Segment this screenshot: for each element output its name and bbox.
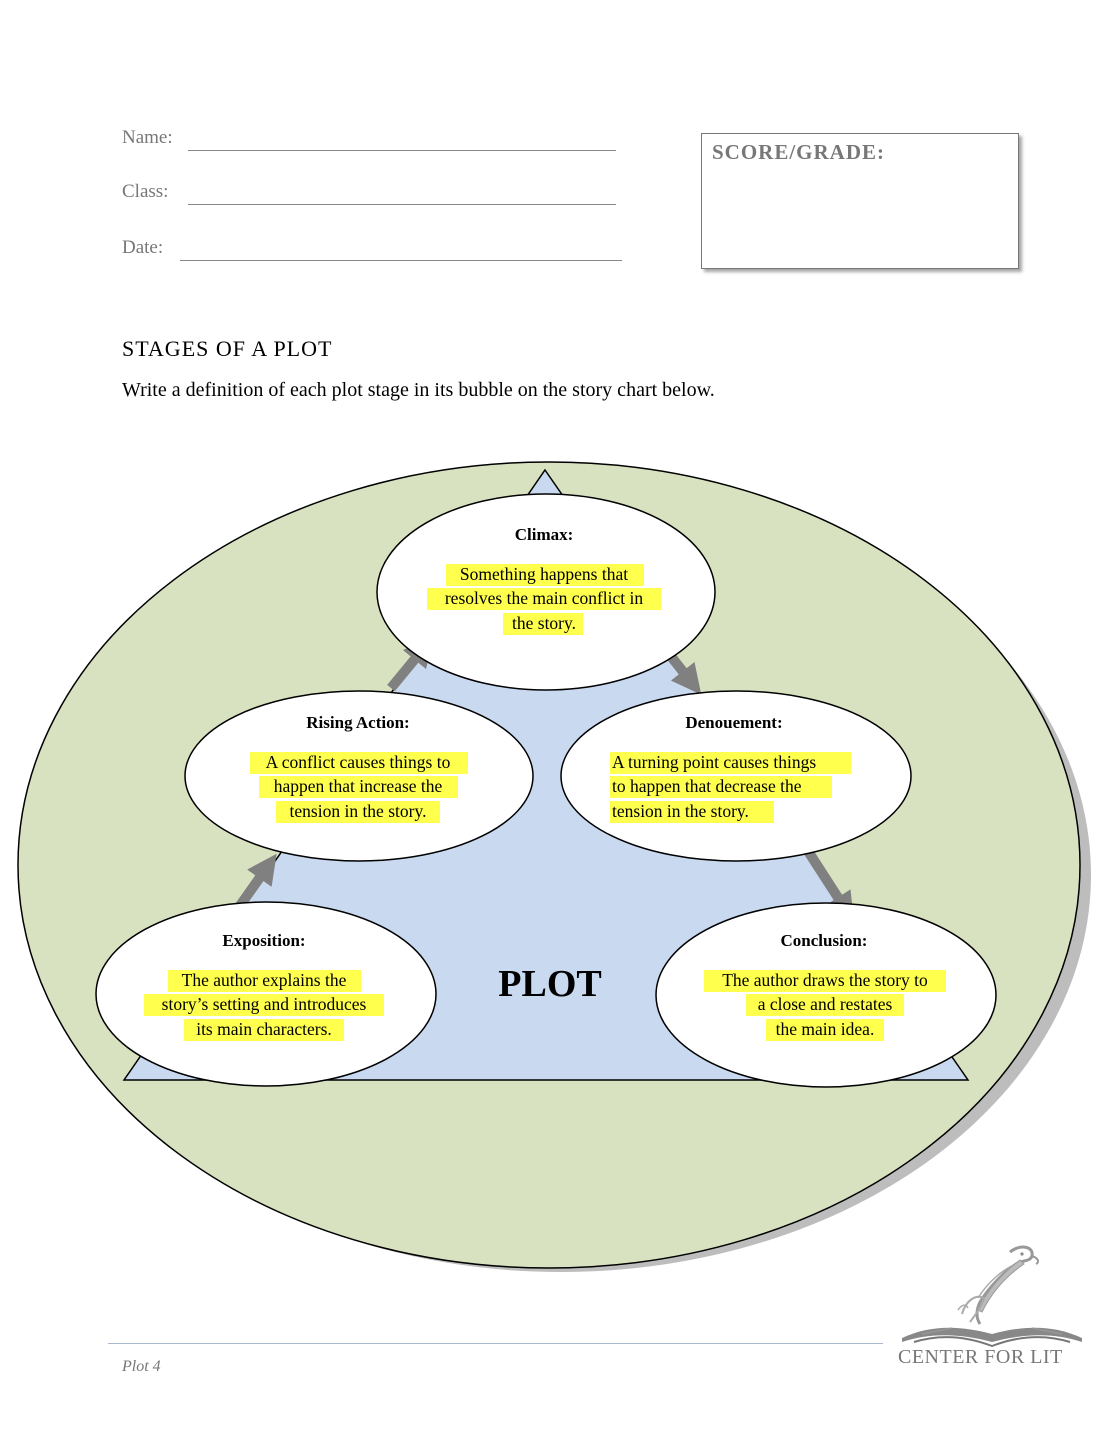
climax-line-2: resolves the main conflict in — [444, 588, 644, 608]
footer-divider — [108, 1343, 883, 1344]
rising-action-line-3: tension in the story. — [289, 801, 427, 821]
exposition-title: Exposition: — [222, 931, 306, 950]
date-field-line[interactable] — [180, 260, 622, 261]
climax-bubble[interactable] — [377, 494, 715, 690]
plot-center-label: PLOT — [498, 963, 602, 1005]
score-grade-label: SCORE/GRADE: — [712, 140, 886, 164]
section-title: STAGES OF A PLOT — [122, 336, 333, 361]
name-field-line[interactable] — [188, 150, 616, 151]
climax-line-1: Something happens that — [459, 564, 629, 584]
exposition-line-1: The author explains the — [181, 970, 347, 990]
conclusion-bubble[interactable] — [656, 903, 996, 1087]
denouement-line-1: A turning point causes things — [612, 752, 817, 772]
class-label: Class: — [122, 181, 169, 202]
exposition-line-2: story’s setting and introduces — [161, 994, 367, 1014]
date-label: Date: — [122, 237, 164, 258]
name-label: Name: — [122, 127, 173, 148]
denouement-line-3: tension in the story. — [612, 801, 749, 821]
class-field-line[interactable] — [188, 204, 616, 205]
denouement-line-2: to happen that decrease the — [612, 776, 802, 796]
climax-line-3: the story. — [512, 613, 576, 633]
rising-action-line-1: A conflict causes things to — [265, 752, 451, 772]
conclusion-line-2: a close and restates — [757, 994, 893, 1014]
denouement-bubble[interactable] — [561, 691, 911, 861]
logo-text: CENTER FOR LIT — [898, 1346, 1063, 1368]
rising-action-title: Rising Action: — [306, 713, 410, 732]
exposition-line-3: its main characters. — [196, 1019, 332, 1039]
conclusion-title: Conclusion: — [780, 931, 868, 950]
climax-title: Climax: — [514, 525, 574, 544]
page-label: Plot 4 — [122, 1358, 161, 1375]
conclusion-line-3: the main idea. — [775, 1019, 875, 1039]
rising-action-bubble[interactable] — [185, 691, 533, 861]
rising-action-line-2: happen that increase the — [273, 776, 443, 796]
denouement-title: Denouement: — [685, 713, 783, 732]
exposition-bubble[interactable] — [96, 902, 436, 1086]
plot-diagram — [0, 440, 1102, 1280]
score-grade-box — [701, 133, 1019, 269]
conclusion-line-1: The author draws the story to — [722, 970, 928, 990]
instructions-text: Write a definition of each plot stage in its bubble on the story chart below. — [122, 379, 715, 401]
